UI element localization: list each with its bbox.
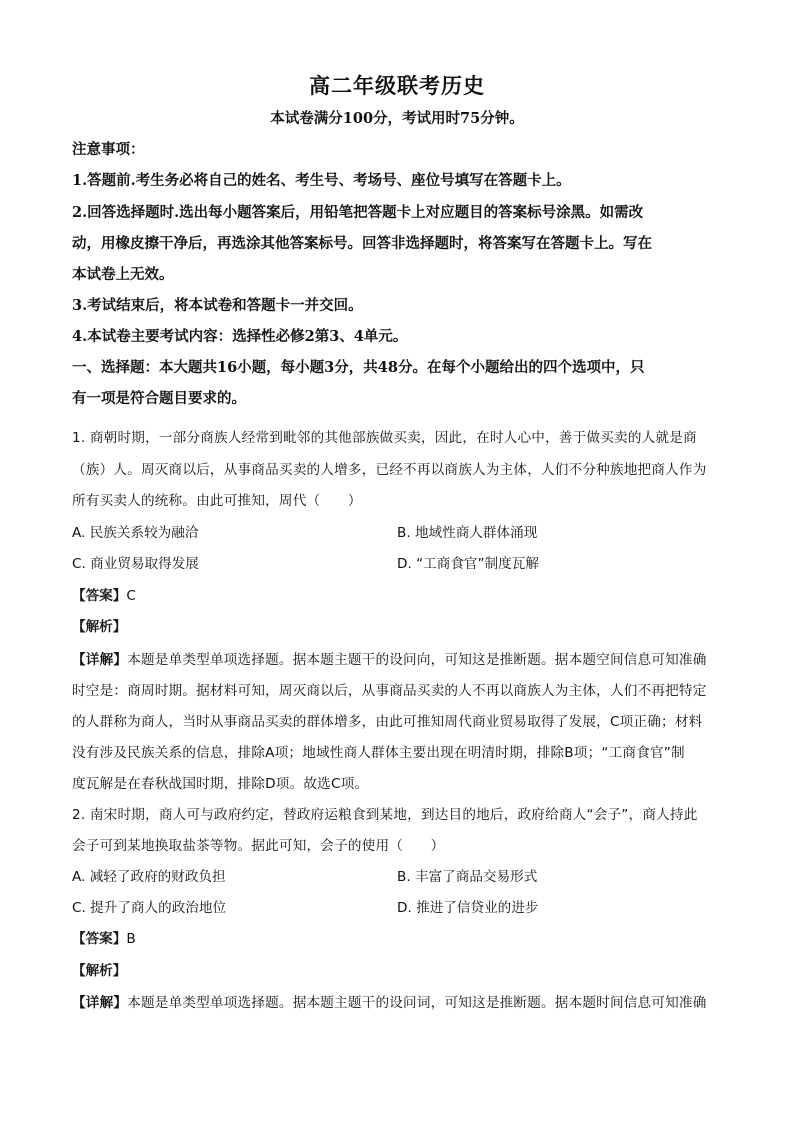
question-2-option-a: A. 减轻了政府的财政负担	[72, 869, 226, 885]
question-1-option-c: C. 商业贸易取得发展	[72, 556, 199, 572]
notice-line: 4.本试卷主要考试内容：选择性必修2第3、4单元。	[72, 328, 408, 345]
section-heading: 一、选择题：本大题共16小题，每小题3分，共48分。在每个小题给出的四个选项中，只	[72, 359, 645, 376]
question-1-stem: （族）人。周灭商以后，从事商品买卖的人增多，已经不再以商族人为主体，人们不分种族地把商人作为	[72, 462, 707, 478]
question-2-answer	[72, 924, 136, 954]
question-1-stem: 所有买卖人的统称。由此可推知，周代（ ）	[72, 493, 362, 509]
question-2-option-c: C. 提升了商人的政治地位	[72, 900, 227, 916]
question-1-detail-line: 的人群称为商人，当时从事商品买卖的群体增多，由此可推知周代商业贸易取得了发展，C项正确；材料	[72, 714, 703, 730]
answer-value: B	[126, 931, 136, 947]
section-heading: 有一项是符合题目要求的。	[72, 390, 246, 407]
notice-line: 3.考试结束后，将本试卷和答题卡一并交回。	[72, 297, 363, 314]
detail-label: 【详解】	[72, 995, 128, 1011]
detail-label: 【详解】	[72, 652, 128, 668]
question-2-option-d: D. 推进了信贷业的进步	[397, 900, 539, 916]
answer-value: C	[126, 588, 136, 604]
question-2-stem: 2. 南宋时期，商人可与政府约定，替政府运粮食到某地，到达目的地后，政府给商人“会子”，商人持此	[72, 807, 698, 823]
analysis-label: 【解析】	[72, 619, 127, 635]
detail-text: 本题是单类型单项选择题。据本题主题干的设问向，可知这是推断题。据本题空间信息可知准确	[127, 652, 707, 668]
question-2-stem: 会子可到某地换取盐茶等物。据此可知，会子的使用（ ）	[72, 838, 445, 854]
notice-line: 1.答题前.考生务必将自己的姓名、考生号、考场号、座位号填写在答题卡上。	[72, 172, 571, 189]
page-title: 高二年级联考历史	[309, 73, 485, 98]
question-1-analysis	[72, 612, 126, 642]
exam-subtitle: 本试卷满分100分，考试用时75分钟。	[270, 110, 524, 127]
question-1-option-a: A. 民族关系较为融洽	[72, 525, 199, 541]
notice-line: 2.回答选择题时.选出每小题答案后，用铅笔把答题卡上对应题目的答案标号涂黑。如需改	[72, 204, 644, 221]
answer-label: 【答案】	[72, 588, 127, 604]
question-1-detail	[72, 645, 724, 675]
notice-heading: 注意事项：	[72, 141, 145, 158]
question-1-answer	[72, 581, 136, 611]
answer-label: 【答案】	[72, 931, 127, 947]
question-2-analysis	[72, 956, 126, 986]
question-1-detail-line: 度瓦解是在春秋战国时期，排除D项。故选C项。	[72, 776, 369, 792]
notice-line: 本试卷上无效。	[72, 266, 174, 283]
question-2-detail	[72, 988, 724, 1018]
question-1-stem: 1. 商朝时期，一部分商族人经常到毗邻的其他部族做买卖，因此，在时人心中，善于做买卖的人就是商	[72, 430, 697, 446]
question-1-detail-line: 没有涉及民族关系的信息，排除A项；地域性商人群体主要出现在明清时期，排除B项；“工商食官”制	[72, 745, 685, 761]
question-1-detail-line: 时空是：商周时期。据材料可知，周灭商以后，从事商品买卖的人不再以商族人为主体，人们不再把特定	[72, 683, 707, 699]
analysis-label: 【解析】	[72, 963, 127, 979]
question-1-option-d: D. “工商食官”制度瓦解	[397, 556, 539, 572]
detail-text: 本题是单类型单项选择题。据本题主题干的设问词，可知这是推断题。据本题时间信息可知准确	[127, 995, 707, 1011]
question-1-option-b: B. 地域性商人群体涌现	[397, 525, 538, 541]
question-2-option-b: B. 丰富了商品交易形式	[397, 869, 538, 885]
notice-line: 动，用橡皮擦干净后，再选涂其他答案标号。回答非选择题时，将答案写在答题卡上。写在	[72, 235, 652, 252]
